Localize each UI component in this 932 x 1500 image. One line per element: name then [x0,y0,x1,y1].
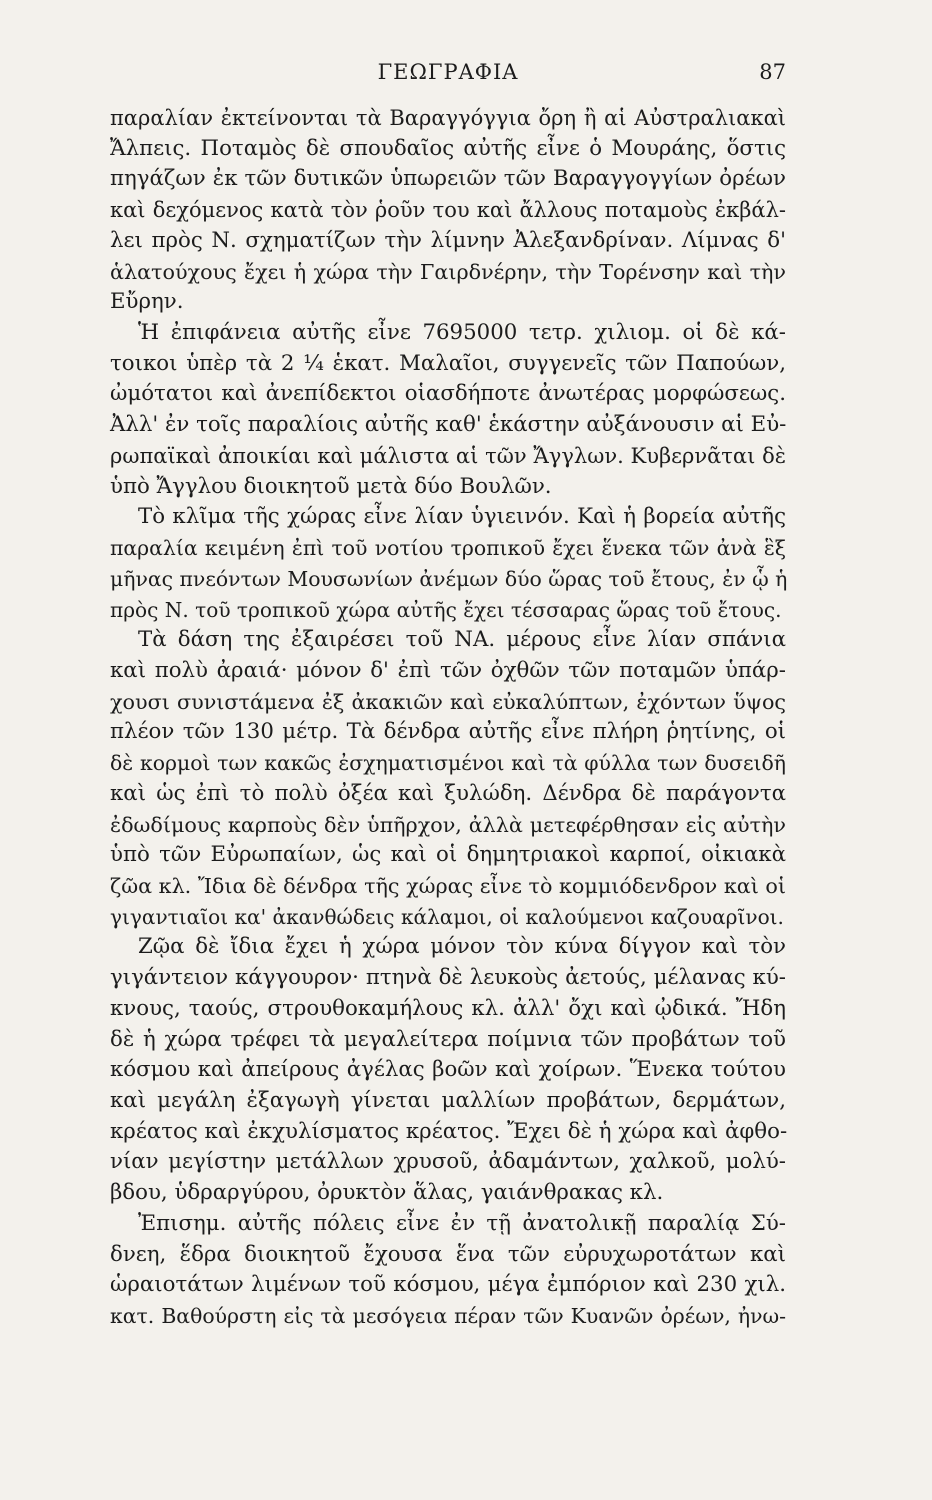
page-header [110,60,786,96]
text-line: ἐδωδίμους καρποὺς δὲν ὑπῆρχον, ἀλλὰ μετεφέρθησαν εἰς αὐτὴν [110,812,786,837]
page-number: 87 [759,60,786,84]
text-line: ὑπὸ τῶν Εὐρωπαίων, ὡς καὶ οἱ δημητριακοὶ καρποί, οἰκιακὰ [110,842,786,868]
text-line: κόσμου καὶ ἀπείρους ἀγέλας βοῶν καὶ χοίρων. Ἕνεκα τούτου [110,1057,786,1083]
text-line: κρέατος καὶ ἐκχυλίσματος κρέατος. Ἔχει δὲ ἡ χώρα καὶ ἀφθο- [110,1118,788,1144]
text-line: δνεη, ἕδρα διοικητοῦ ἔχουσα ἕνα τῶν εὐρυχωροτάτων καὶ [110,1241,786,1267]
text-line: ἁλατούχους ἔχει ἡ χώρα τὴν Γαιρδνέρην, τὴν Τορένσην καὶ τὴν [110,259,786,284]
text-line: Ἄλπεις. Ποταμὸς δὲ σπουδαῖος αὐτῆς εἶνε ὁ Μουράης, ὅστις [110,135,786,161]
running-head: ΓΕΩΓΡΑΦΙΑ [377,60,519,84]
text-line: κατ. Βαθούρστη εἰς τὰ μεσόγεια πέραν τῶν Κυανῶν ὀρέων, ἠνω- [110,1304,786,1329]
text-line: παραλίαν ἐκτείνονται τὰ Βαραγγόγγια ὄρη ἢ αἱ Αὐστραλιακαὶ [110,106,786,130]
text-line: ζῶα κλ. Ἴδια δὲ δένδρα τῆς χώρας εἶνε τὸ κομμιόδενδρον καὶ οἱ [110,873,786,898]
body-text [110,103,786,1332]
text-line: Ζῷα δὲ ἴδια ἔχει ἡ χώρα μόνον τὸν κύνα δίγγον καὶ τὸν [138,934,786,960]
text-line: πλέον τῶν 130 μέτρ. Τὰ δένδρα αὐτῆς εἶνε πλήρη ῥητίνης, οἱ [110,719,786,745]
text-line: Εὔρην. [110,289,184,315]
text-line: Ἐπισημ. αὐτῆς πόλεις εἶνε ἐν τῇ ἀνατολικῇ παραλίᾳ Σύ- [138,1210,786,1236]
text-line: πρὸς Ν. τοῦ τροπικοῦ χώρα αὐτῆς ἔχει τέσσαρας ὥρας τοῦ ἔτους. [110,597,782,622]
text-line: ὡραιοτάτων λιμένων τοῦ κόσμου, μέγα ἐμπόριον καὶ 230 χιλ. [110,1272,786,1298]
text-line: καὶ δεχόμενος κατὰ τὸν ῥοῦν του καὶ ἄλλους ποταμοὺς ἐκβάλ- [110,198,786,223]
text-line: γιγαντιαῖοι κα' ἀκανθώδεις κάλαμοι, οἱ καλούμενοι καζουαρῖνοι. [110,904,784,929]
text-line: λει πρὸς Ν. σχηματίζων τὴν λίμνην Ἀλεξανδρίναν. Λίμνας δ' [110,227,786,253]
text-line: Ἡ ἐπιφάνεια αὐτῆς εἶνε 7695000 τετρ. χιλιομ. οἱ δὲ κά- [138,320,786,346]
text-line: πηγάζων ἐκ τῶν δυτικῶν ὑπωρειῶν τῶν Βαραγγογγίων ὀρέων [110,166,786,192]
text-line: καὶ ὡς ἐπὶ τὸ πολὺ ὀξέα καὶ ξυλώδη. Δένδρα δὲ παράγοντα [110,780,786,806]
text-line: νίαν μεγίστην μετάλλων χρυσοῦ, ἀδαμάντων, χαλκοῦ, μολύ- [110,1149,786,1175]
text-line: Τὸ κλῖμα τῆς χώρας εἶνε λίαν ὑγιεινόν. Καὶ ἡ βορεία αὐτῆς [138,504,786,530]
text-line: παραλία κειμένη ἐπὶ τοῦ νοτίου τροπικοῦ ἔχει ἕνεκα τῶν ἀνὰ ἓξ [110,536,786,561]
text-line: ρωπαϊκαὶ ἀποικίαι καὶ μάλιστα αἱ τῶν Ἄγγλων. Κυβερνᾶται δὲ [110,443,786,468]
text-line: βδου, ὑδραργύρου, ὀρυκτὸν ἅλας, γαιάνθρακας κλ. [110,1180,664,1206]
text-line: καὶ πολὺ ἀραιά· μόνον δ' ἐπὶ τῶν ὀχθῶν τῶν ποταμῶν ὑπάρ- [110,657,786,683]
text-line: Ἀλλ' ἐν τοῖς παραλίοις αὐτῆς καθ' ἑκάστην αὐξάνουσιν αἱ Εὐ- [110,412,787,438]
text-line: δὲ κορμοὶ των κακῶς ἐσχηματισμένοι καὶ τὰ φύλλα των δυσειδῆ [110,751,786,776]
text-line: μῆνας πνεόντων Μουσωνίων ἀνέμων δύο ὥρας τοῦ ἔτους, ἐν ᾧ ἡ [110,566,788,591]
text-line: ὠμότατοι καὶ ἀνεπίδεκτοι οἱασδήποτε ἀνωτέρας μορφώσεως. [110,381,786,407]
text-line: δὲ ἡ χώρα τρέφει τὰ μεγαλείτερα ποίμνια τῶν προβάτων τοῦ [110,1026,786,1052]
text-line: καὶ μεγάλη ἐξαγωγὴ γίνεται μαλλίων προβάτων, δερμάτων, [110,1088,786,1113]
text-line: Τὰ δάση της ἐξαιρέσει τοῦ ΝΑ. μέρους εἶνε λίαν σπάνια [138,627,786,653]
text-line: ὑπὸ Ἄγγλου διοικητοῦ μετὰ δύο Βουλῶν. [110,473,552,499]
text-line: κνους, ταούς, στρουθοκαμήλους κλ. ἀλλ' ὄχι καὶ ᾠδικά. Ἤδη [110,995,786,1021]
text-line: χουσι συνιστάμενα ἐξ ἀκακιῶν καὶ εὐκαλύπτων, ἐχόντων ὕψος [110,689,786,714]
text-line: τοικοι ὑπὲρ τὰ 2 ¼ ἑκατ. Μαλαῖοι, συγγενεῖς τῶν Παπούων, [110,350,786,376]
text-line: γιγάντειον κάγγουρον· πτηνὰ δὲ λευκοὺς ἀετούς, μέλανας κύ- [110,965,786,991]
